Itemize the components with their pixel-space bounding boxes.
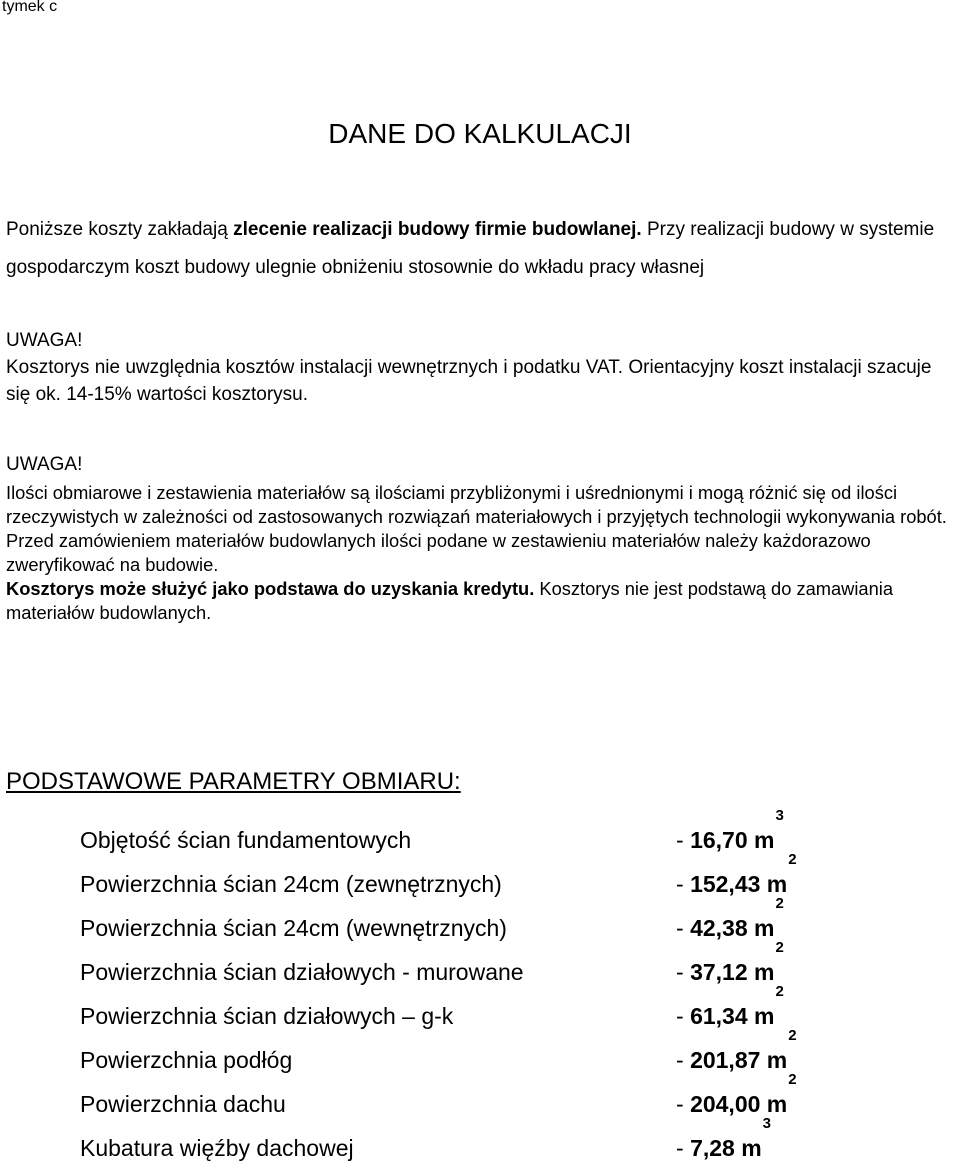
param-value — [676, 939, 784, 994]
param-number: 42,38 m — [690, 915, 775, 941]
param-exponent: 2 — [788, 1027, 797, 1044]
param-label: Powierzchnia dachu — [80, 1091, 286, 1117]
param-number: 152,43 m — [690, 871, 788, 897]
param-exponent: 2 — [775, 895, 784, 912]
param-dash: - — [676, 915, 691, 941]
param-row — [80, 983, 910, 1038]
param-number: 37,12 m — [690, 959, 775, 985]
param-label: Powierzchnia podłóg — [80, 1047, 293, 1073]
param-exponent: 2 — [788, 851, 797, 868]
param-row — [80, 895, 910, 950]
param-label: Objętość ścian fundamentowych — [80, 827, 412, 853]
param-exponent: 2 — [775, 983, 784, 1000]
param-label: Powierzchnia ścian 24cm (wewnętrznych) — [80, 915, 507, 941]
param-value — [676, 1027, 797, 1082]
param-value — [676, 895, 784, 950]
param-exponent: 2 — [775, 939, 784, 956]
param-dash: - — [676, 827, 691, 853]
intro-text-1: Poniższe koszty zakładają — [6, 219, 234, 240]
page-title: DANE DO KALKULACJI — [328, 118, 632, 149]
header-label: tymek c — [2, 0, 58, 15]
warning-quantities — [6, 451, 958, 625]
param-dash: - — [676, 1003, 691, 1029]
param-number: 61,34 m — [690, 1003, 775, 1029]
param-value — [676, 983, 784, 1038]
warning-vat — [6, 327, 958, 408]
param-value — [676, 807, 784, 862]
param-row — [80, 1115, 910, 1170]
intro-text-2: Przy realizacji budowy w systemie gospodarczym koszt budowy ulegnie obniżeniu stosownie do wkładu pracy własnej — [6, 219, 935, 278]
warning-text: Kosztorys nie uwzględnia kosztów instalacji wewnętrznych i podatku VAT. Orientacyjny koszt instalacji szacuje się ok. 14-15% wartości kosztorysu. — [6, 357, 932, 405]
param-exponent: 3 — [762, 1115, 772, 1132]
param-number: 16,70 m — [690, 827, 775, 853]
intro-bold-text: zlecenie realizacji budowy firmie budowlanej. — [233, 219, 642, 240]
param-value — [676, 1115, 772, 1170]
warning-text — [6, 481, 958, 625]
warning-bold-text: Kosztorys może służyć jako podstawa do uzyskania kredytu. — [6, 578, 535, 599]
warning-heading: UWAGA! — [6, 454, 83, 475]
param-row — [80, 939, 910, 994]
param-exponent: 3 — [775, 807, 784, 824]
warning-heading: UWAGA! — [6, 330, 83, 351]
param-dash: - — [676, 959, 691, 985]
param-value — [676, 1071, 797, 1126]
param-dash: - — [676, 1047, 691, 1073]
param-dash: - — [676, 871, 691, 897]
param-number: 7,28 m — [690, 1135, 762, 1161]
param-label: Kubatura więźby dachowej — [80, 1135, 354, 1161]
param-dash: - — [676, 1091, 691, 1117]
param-dash: - — [676, 1135, 691, 1161]
params-list — [80, 807, 910, 1170]
intro-paragraph — [6, 211, 956, 287]
param-exponent: 2 — [788, 1071, 797, 1088]
param-row — [80, 851, 910, 906]
warning-text-1: Ilości obmiarowe i zestawienia materiałów są ilościami przybliżonymi i uśrednionymi i mogą różnić się od ilości rzeczywistych w zależności od zastosowanych rozwiązań materiałowych i przyjętych technologii wykonywania robót. Przed zamówieniem materiałów budowlanych ilości podane w zestawieniu materiałów należy każdorazowo zweryfikować na budowie. — [6, 482, 947, 575]
param-label: Powierzchnia ścian 24cm (zewnętrznych) — [80, 871, 502, 897]
param-row — [80, 1027, 910, 1082]
param-number: 201,87 m — [690, 1047, 788, 1073]
params-heading: PODSTAWOWE PARAMETRY OBMIARU: — [6, 768, 461, 795]
param-number: 204,00 m — [690, 1091, 788, 1117]
param-row — [80, 807, 910, 862]
param-row — [80, 1071, 910, 1126]
param-label: Powierzchnia ścian działowych - murowane — [80, 959, 524, 985]
warning-text-2: Kosztorys nie jest podstawą do zamawiania materiałów budowlanych. — [6, 578, 893, 623]
param-label: Powierzchnia ścian działowych – g-k — [80, 1003, 454, 1029]
